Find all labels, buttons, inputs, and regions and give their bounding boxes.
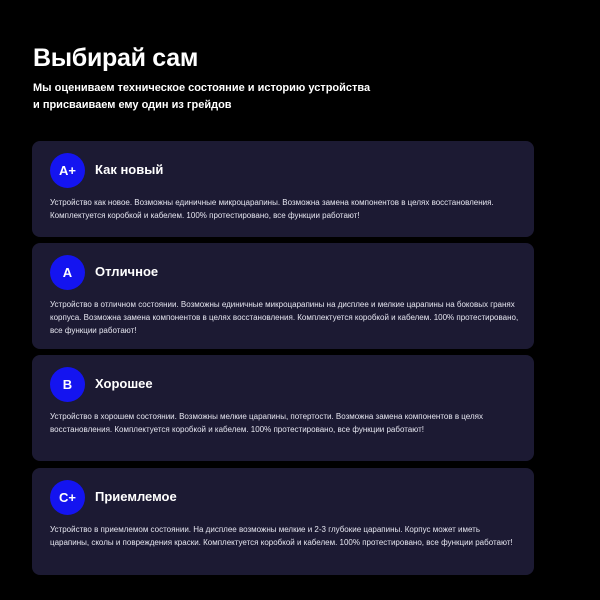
grade-card-b xyxy=(32,355,534,461)
grade-card-a xyxy=(32,243,534,349)
grade-badge: A xyxy=(50,255,85,290)
grade-card-a-plus xyxy=(32,141,534,237)
grade-description: Устройство в хорошем состоянии. Возможны мелкие царапины, потертости. Возможна замена компонентов в целях восстановления. Комплектуется коробкой и кабелем. 100% протестировано, все функции работают! xyxy=(50,412,483,434)
grade-badge: C+ xyxy=(50,480,85,515)
grade-badge: B xyxy=(50,367,85,402)
grade-description: Устройство в приемлемом состоянии. На дисплее возможны мелкие и 2-3 глубокие царапины. Корпус может иметь царапины, сколы и повреждения краски. Комплектуется коробкой и кабелем. 100% протестировано, все функции работают! xyxy=(50,525,513,547)
grade-badge: A+ xyxy=(50,153,85,188)
grade-description: Устройство как новое. Возможны единичные микроцарапины. Возможна замена компонентов в целях восстановления. Комплектуется коробкой и кабелем. 100% протестировано, все функции работают! xyxy=(50,198,494,220)
grade-name: Как новый xyxy=(95,162,164,177)
page-title: Выбирай сам xyxy=(33,44,199,72)
grade-card-c-plus xyxy=(32,468,534,575)
grade-name: Хорошее xyxy=(95,376,153,391)
page-subtitle xyxy=(33,80,553,114)
grade-name: Приемлемое xyxy=(95,489,177,504)
grade-description: Устройство в отличном состоянии. Возможны единичные микроцарапины на дисплее и мелкие царапины на боковых гранях корпуса. Возможна замена компонентов в целях восстановления. Комплектуется коробкой и кабелем. 100% протестировано, все функции работают! xyxy=(50,300,519,335)
subtitle-line-1: Мы оцениваем техническое состояние и историю устройства xyxy=(33,82,371,94)
subtitle-line-2: и присваиваем ему один из грейдов xyxy=(33,99,232,111)
grade-name: Отличное xyxy=(95,264,159,279)
